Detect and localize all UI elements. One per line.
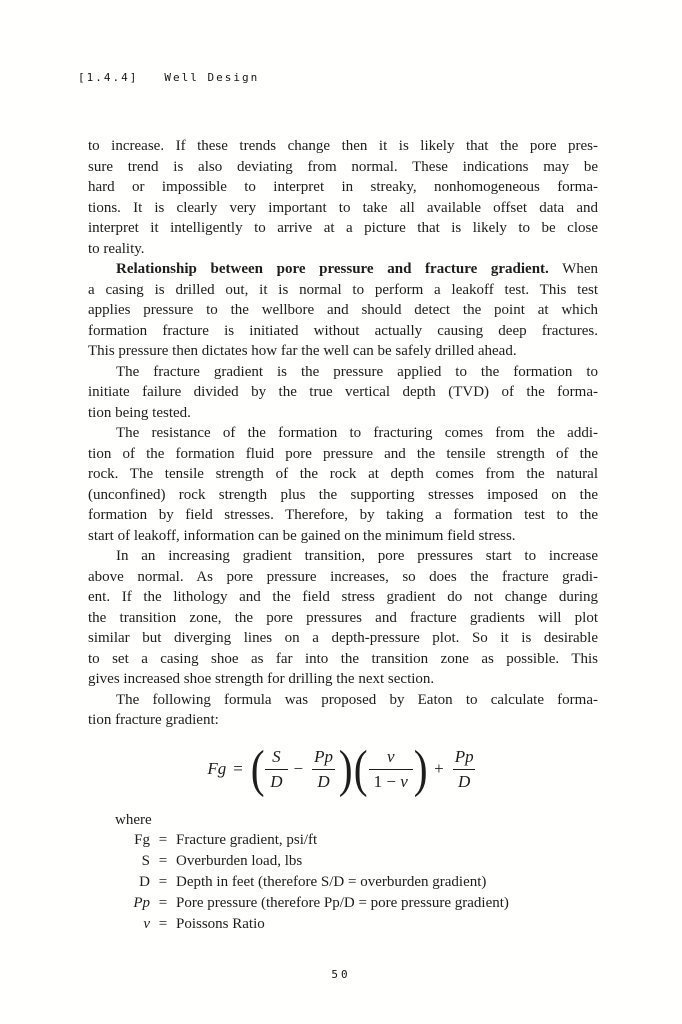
text-line: applies pressure to the wellbore and should detect the point at which bbox=[88, 302, 598, 318]
text-line: The following formula was proposed by Eaton to calculate forma- bbox=[116, 691, 598, 708]
paragraph-3 bbox=[88, 362, 598, 424]
text-line: gives increased shoe strength for drilling the next section. bbox=[88, 671, 435, 687]
def-symbol: S bbox=[141, 853, 150, 869]
def-symbol: D bbox=[139, 874, 150, 890]
close-paren: ) bbox=[413, 740, 428, 798]
formula-lhs: Fg bbox=[207, 759, 227, 779]
def-equals: = bbox=[158, 853, 168, 869]
text-line: formation fracture is initiated without actually causing deep fractures. bbox=[88, 322, 598, 339]
paragraph-6 bbox=[88, 690, 598, 731]
text-line: a casing is drilled out, it is normal to perform a leakoff test. This test bbox=[88, 281, 598, 298]
paragraph-4 bbox=[88, 423, 598, 546]
text-line: tion being tested. bbox=[88, 404, 191, 421]
open-paren: ( bbox=[250, 740, 265, 798]
def-symbol: Pp bbox=[133, 895, 150, 911]
text-line: to set a casing shoe as far into the transition zone as possible. This bbox=[88, 650, 598, 667]
text-line: to reality. bbox=[88, 240, 145, 257]
page-number: 50 bbox=[331, 968, 351, 981]
paragraph-1 bbox=[88, 136, 598, 259]
text-line: to increase. If these trends change then it is likely that the pore pres- bbox=[88, 138, 598, 154]
text-line: hard or impossible to interpret in streaky, nonhomogeneous forma- bbox=[88, 179, 598, 195]
text-line: the transition zone, the pore pressures and fracture gradients will plot bbox=[88, 609, 598, 626]
definition-row bbox=[88, 851, 598, 872]
close-paren: ) bbox=[338, 740, 353, 798]
where-label: where bbox=[115, 811, 152, 828]
numerator: S bbox=[272, 747, 281, 767]
numerator: Pp bbox=[314, 747, 333, 767]
paragraph-2 bbox=[88, 259, 598, 362]
text-line: The fracture gradient is the pressure applied to the formation to bbox=[116, 363, 598, 380]
text-line: ent. If the lithology and the field stress gradient do not change during bbox=[88, 589, 598, 605]
bold-run-in-heading: Relationship between pore pressure and fracture gradient. bbox=[116, 261, 549, 277]
definition-row bbox=[88, 893, 598, 914]
eaton-fracture-gradient-formula bbox=[88, 739, 598, 801]
def-equals: = bbox=[158, 895, 168, 911]
def-equals: = bbox=[158, 916, 168, 932]
section-number: [1.4.4] bbox=[78, 71, 139, 84]
text-line: above normal. As pore pressure increases, so does the fracture gradi- bbox=[88, 568, 598, 585]
text-line: rock. The tensile strength of the rock at depth comes from the natural bbox=[88, 466, 598, 482]
text-line: tion fracture gradient: bbox=[88, 712, 219, 728]
fraction-pore-pressure-gradient-2 bbox=[450, 747, 479, 791]
denominator: D bbox=[453, 769, 475, 792]
text-line: This pressure then dictates how far the well can be safely drilled ahead. bbox=[88, 343, 517, 359]
paragraph-5 bbox=[88, 546, 598, 690]
numerator: Pp bbox=[454, 747, 474, 767]
open-paren: ( bbox=[354, 740, 368, 798]
symbol-definition-list bbox=[88, 830, 598, 935]
definition-row bbox=[88, 830, 598, 851]
text-line: interpret it intelligently to arrive at a picture that is likely to be close bbox=[88, 220, 598, 236]
definition-row bbox=[88, 872, 598, 893]
formula-equals: = bbox=[233, 759, 243, 779]
text-line: similar but diverging lines on a depth-pressure plot. So it is desirable bbox=[88, 630, 598, 646]
text-line: (unconfined) rock strength plus the supporting stresses imposed on the bbox=[88, 486, 598, 503]
text-line: sure trend is also deviating from normal. These indications may be bbox=[88, 158, 598, 175]
paragraph-2-lead-line bbox=[88, 259, 598, 280]
text-line: start of leakoff, information can be gained on the minimum field stress. bbox=[88, 527, 516, 544]
text-column bbox=[88, 136, 598, 935]
minus-operator: − bbox=[293, 759, 304, 779]
def-text: Poissons Ratio bbox=[176, 916, 265, 932]
fraction-pore-pressure-gradient bbox=[309, 747, 338, 791]
text-line: formation by field stresses. Therefore, by taking a formation test to the bbox=[88, 507, 598, 523]
den-variable: v bbox=[400, 772, 408, 791]
section-title: Well Design bbox=[164, 71, 260, 84]
def-text: Fracture gradient, psi/ft bbox=[176, 832, 318, 848]
denominator: D bbox=[312, 769, 334, 792]
denominator bbox=[369, 769, 413, 792]
text-line: In an increasing gradient transition, pore pressures start to increase bbox=[116, 548, 598, 564]
paragraph-2-body bbox=[88, 280, 598, 362]
def-symbol: v bbox=[143, 916, 150, 932]
definition-row bbox=[88, 914, 598, 935]
denominator: D bbox=[265, 769, 287, 792]
def-text: Depth in feet (therefore S/D = overburden gradient) bbox=[176, 874, 487, 890]
plus-operator: + bbox=[434, 759, 444, 779]
fraction-poisson-term bbox=[369, 747, 413, 791]
def-equals: = bbox=[158, 832, 168, 848]
def-symbol: Fg bbox=[134, 832, 150, 848]
def-equals: = bbox=[158, 874, 168, 890]
text-line: The resistance of the formation to fracturing comes from the addi- bbox=[116, 425, 598, 441]
running-header bbox=[78, 71, 259, 84]
numerator: v bbox=[386, 747, 395, 767]
lead-rest: When bbox=[562, 261, 598, 277]
text-line: tions. It is clearly very important to take all available offset data and bbox=[88, 199, 598, 216]
def-text: Overburden load, lbs bbox=[176, 853, 303, 869]
fraction-overburden-gradient bbox=[265, 747, 287, 791]
text-line: tion of the formation fluid pore pressure and the tensile strength of the bbox=[88, 445, 598, 462]
def-text: Pore pressure (therefore Pp/D = pore pressure gradient) bbox=[176, 895, 509, 911]
den-constant: 1 − bbox=[373, 772, 396, 791]
text-line: initiate failure divided by the true vertical depth (TVD) of the forma- bbox=[88, 384, 598, 400]
